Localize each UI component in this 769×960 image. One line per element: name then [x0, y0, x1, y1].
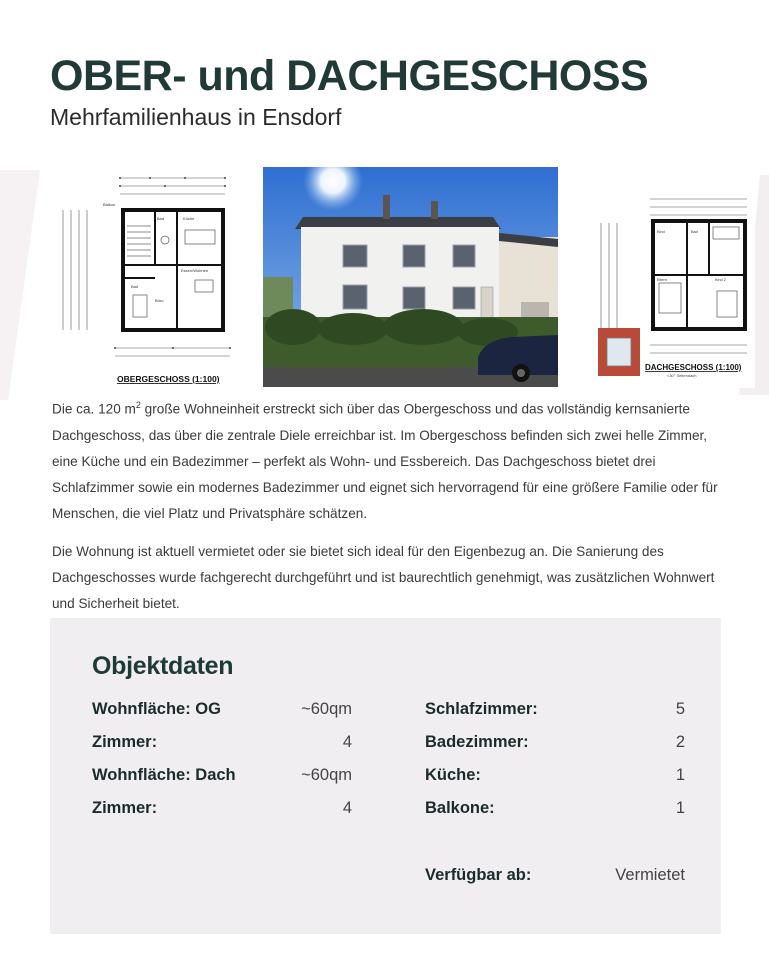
data-row-wohnflaeche-og: Wohnfläche: OG ~60qm: [92, 700, 352, 718]
data-row-wohnflaeche-dach: Wohnfläche: Dach ~60qm: [92, 766, 352, 784]
page-title: OBER- und DACHGESCHOSS: [50, 52, 649, 100]
data-row-kueche: Küche: 1: [425, 766, 685, 784]
objektdaten-title: Objektdaten: [92, 652, 234, 680]
svg-text:Büro: Büro: [155, 298, 164, 303]
objektdaten-panel: [50, 618, 721, 934]
svg-text:Eltern: Eltern: [657, 278, 667, 282]
floorplan-dachgeschoss: [595, 193, 755, 388]
svg-text:Kind 2: Kind 2: [715, 278, 726, 282]
svg-text:Küche: Küche: [183, 216, 195, 221]
svg-text:Balkon: Balkon: [103, 202, 116, 207]
floorplan-dg-label: DACHGESCHOSS (1:100): [645, 363, 742, 372]
floorplan-obergeschoss: [55, 170, 235, 388]
svg-text:Essen/Wohnen: Essen/Wohnen: [181, 268, 209, 273]
description-paragraph-1: Die ca. 120 $m^2$ große Wohneinheit erstreckt sich über das Obergeschoss und das vollständig kernsanierte Dachgeschoss, das über die zentrale Diele erreichbar ist. Im Obergeschoss befinden sich zwei helle Zimmer, eine Küche und ein Badezimmer – perfekt als Wohn- und Essbereich. Das Dachgeschoss bietet drei Schlafzimmer sowie ein modernes Badezimmer und eignet sich hervorragend für eine größere Familie oder für Menschen, die viel Platz und Privatsphäre schätzen.: [52, 400, 718, 521]
data-row-zimmer-og: Zimmer: 4: [92, 733, 352, 751]
floorplan-dg-note: <30° Seitendach: [667, 373, 697, 378]
data-row-badezimmer: Badezimmer: 2: [425, 733, 685, 751]
data-row-balkone: Balkone: 1: [425, 799, 685, 817]
page-subtitle: Mehrfamilienhaus in Ensdorf: [50, 104, 342, 130]
floorplan-og-label: OBERGESCHOSS (1:100): [117, 374, 220, 384]
description-paragraph-2: Die Wohnung ist aktuell vermietet oder sie bietet sich ideal für den Eigenbezug an. Die Sanierung des Dachgeschosses wurde fachgerecht durchgeführt und ist baurechtlich genehmigt, was zusätzlichen Wohnwert und Sicherheit bietet.: [52, 544, 715, 611]
data-row-schlafzimmer: Schlafzimmer: 5: [425, 700, 685, 718]
house-photo: [263, 167, 558, 387]
svg-text:Bad: Bad: [131, 284, 139, 289]
svg-text:Bad: Bad: [691, 230, 698, 234]
svg-text:Kind: Kind: [657, 230, 665, 234]
data-row-zimmer-dach: Zimmer: 4: [92, 799, 352, 817]
svg-text:Bad: Bad: [157, 216, 165, 221]
data-row-verfuegbar: Verfügbar ab: Vermietet: [425, 866, 685, 884]
image-row: [0, 165, 769, 395]
